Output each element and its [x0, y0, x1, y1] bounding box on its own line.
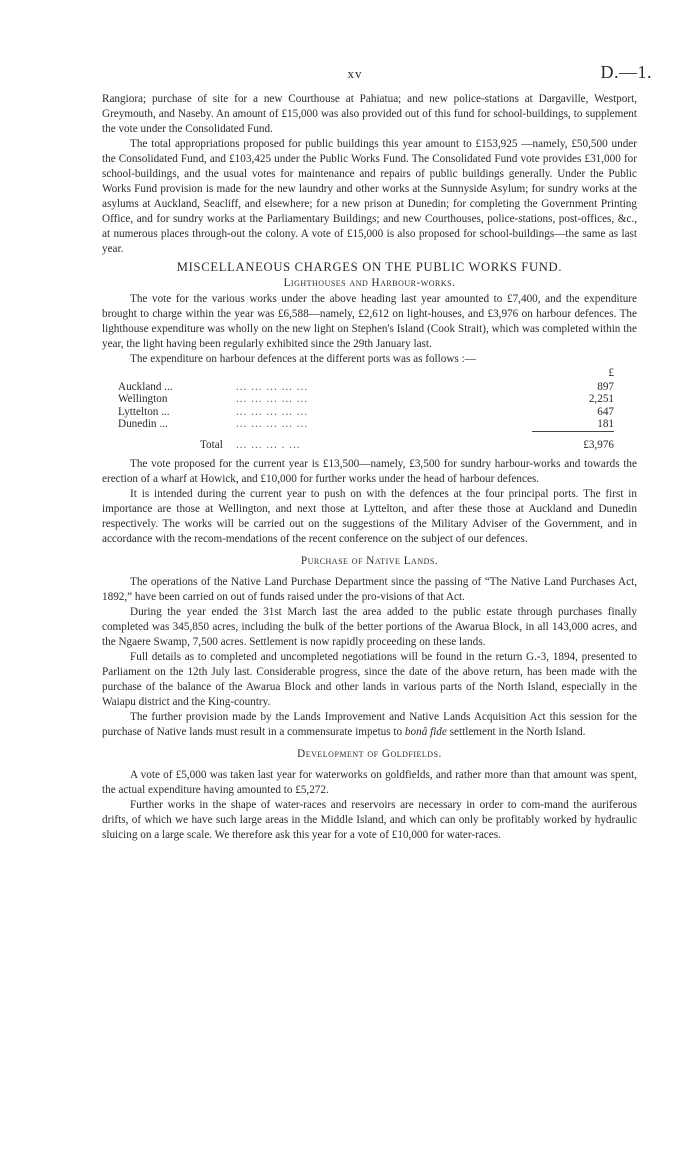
text-segment: The further provision made by the Lands Improvement and Native Lands Acquisition Act this session for the purchase of Native lands must result in a commensurate impetus to [102, 710, 637, 738]
port-amount: 647 [597, 405, 614, 418]
leader-dots: ... ... ... ... ... [236, 380, 309, 393]
paragraph-native-land-purchases: During the year ended the 31st March last the area added to the public estate through purchases finally completed was 345,850 acres, including the bulk of the better portions of the Awarua Block, in all 143,000 acres, and the Ngaere Swamp, 7,500 acres. Settlement is now rapidly proceeding on these lands. [102, 605, 637, 648]
total-label: Total [200, 439, 223, 451]
table-total-row [118, 431, 614, 457]
leader-dots: ... ... ... ... ... [236, 418, 309, 431]
paragraph-goldfields-vote: A vote of £5,000 was taken last year for waterworks on goldfields, and rather more than that amount was spent, the actual expenditure having amounted to £5,272. [102, 768, 637, 796]
port-name: Lyttelton ... [118, 405, 170, 418]
paragraph-lighthouses-vote: The vote for the various works under the above heading last year amounted to £7,400, and the expenditure brought to charge within the year was £6,588—namely, £2,612 on light-houses, and £3,976 on harbour defences. The lighthouse expenditure was wholly on the new light on Stephen's Island (Cook Strait), which was completed within the year, the light having been regularly exhibited since the 29th January last. [102, 293, 637, 350]
leader-dots: ... ... ... ... ... [236, 393, 309, 405]
document-reference: D.—1. [600, 62, 652, 82]
port-amount: 181 [597, 418, 614, 430]
table-row [118, 393, 614, 406]
paragraph-native-land-negotiations: Full details as to completed and uncompleted negotiations will be found in the return G.-3, 1894, presented to Parliament on the 12th July last. Considerable progress, since the date of the above return, has been made with the purchase of the balance of the Awarua Block and other lands in various parts of the North Island, especially in the Waiapu district and the King-country. [102, 650, 637, 708]
harbour-defences-table [118, 367, 614, 457]
table-row [118, 418, 614, 431]
italic-term: bonâ fide [404, 725, 447, 738]
paragraph-native-land-operations: The operations of the Native Land Purchase Department since the passing of “The Native Land Purchases Act, 1892,” have been carried on out of funds raised under the pro-visions of that Act. [102, 575, 637, 603]
document-body [102, 92, 637, 843]
port-name: Auckland ... [118, 380, 173, 393]
paragraph-appropriations: The total appropriations proposed for public buildings this year amount to £153,925 —namely, £50,500 under the Consolidated Fund, and £103,425 under the Public Works Fund. The Consolidated Fund vote provides £31,000 for school-buildings, and the usual votes for maintenance and repairs of public buildings generally. Under the Public Works Fund provision is made for the new laundry and other works at the Sunnyside Asylum; for sundry works at the asylums at Auckland, Seacliff, and elsewhere; for a new prison at Dunedin; for completing the Government Printing Office, and for sundry works at the Parliamentary Buildings; and new Courthouses, police-stations, post-offices, &c., at numerous places through-out the colony. A vote of £15,000 is also proposed for school-buildings—the same as last year. [102, 138, 637, 255]
table-row [118, 406, 614, 419]
paragraph-defences-plan: It is intended during the current year to push on with the defences at the four principal ports. The first in importance are those at Wellington, and next those at Lyttelton, and after these those at Auckland and Dunedin respectively. The works will be carried out on the suggestions of the Military Adviser of the Government, and in accordance with the recom-mendations of the recent conference on the subject of our defences. [102, 487, 637, 545]
paragraph-intro-continued: Rangiora; purchase of site for a new Courthouse at Pahiatua; and new police-stations at Dargaville, Westport, Greymouth, and Naseby. An amount of £15,000 was also provided out of this fund for school-buildings, to supplement the vote under the Consolidated Fund. [102, 93, 637, 135]
subsection-title-native-lands: Purchase of Native Lands. [300, 554, 439, 567]
subsection-title-goldfields: Development of Goldfields. [297, 747, 442, 760]
paragraph-harbour-expenditure-intro: The expenditure on harbour defences at the different ports was as follows :— [130, 353, 476, 365]
subsection-title-lighthouses: Lighthouses and Harbour-works. [283, 277, 456, 289]
text-segment: settlement in the North Island. [449, 725, 586, 738]
port-amount: 2,251 [588, 393, 614, 405]
leader-dots: ... ... ... ... ... [236, 405, 309, 418]
paragraph-native-land-provision [102, 710, 637, 740]
section-title: MISCELLANEOUS CHARGES ON THE PUBLIC WORKS FUND. [176, 260, 563, 274]
table-unit-row [118, 367, 614, 381]
page-number: xv [347, 66, 363, 81]
table-row [118, 381, 614, 394]
total-amount: £3,976 [532, 431, 614, 457]
leader-dots: ... ... ... . ... [236, 439, 301, 451]
port-name: Wellington [118, 393, 168, 405]
paragraph-current-vote: The vote proposed for the current year is £13,500—namely, £3,500 for sundry harbour-works and towards the erection of a wharf at Howick, and £10,000 for further works under the head of harbour defences. [102, 457, 637, 485]
port-name: Dunedin ... [118, 418, 168, 431]
port-amount: 897 [597, 380, 614, 393]
currency-unit: £ [608, 367, 614, 379]
paragraph-water-races: Further works in the shape of water-races and reservoirs are necessary in order to com-mand the auriferous drifts, of which we have such large areas in the Middle Island, and which can only be profitably worked by hydraulic sluicing on a large scale. We therefore ask this year for a vote of £10,000 for water-races. [102, 798, 637, 841]
